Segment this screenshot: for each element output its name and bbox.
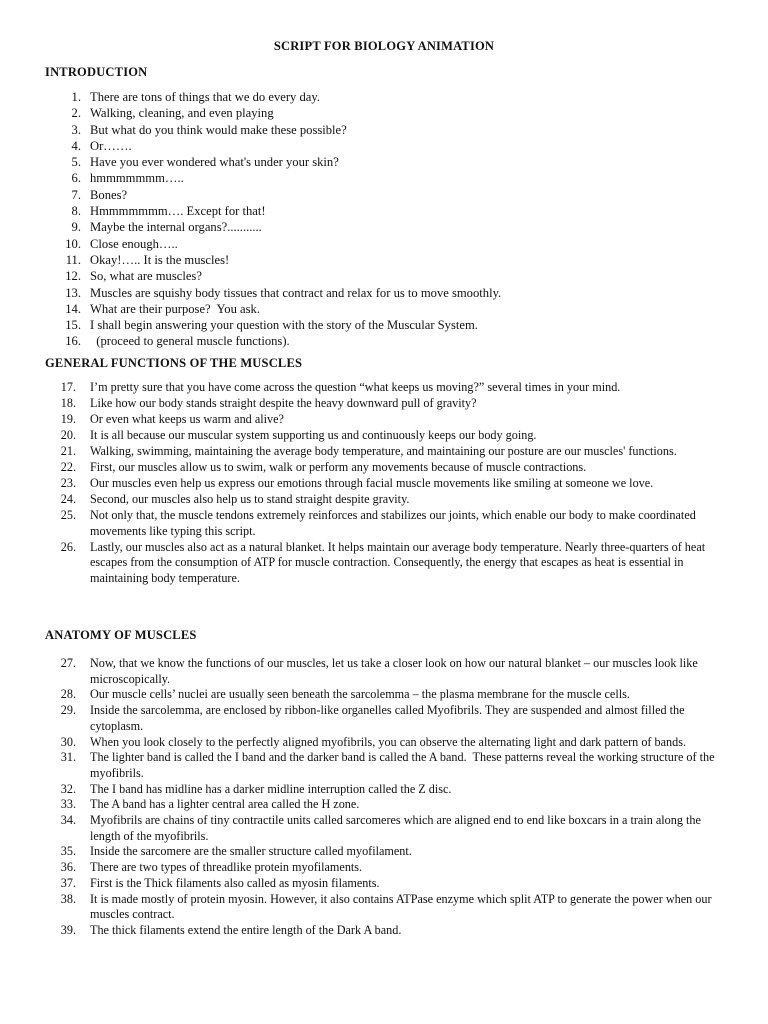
list-item (45, 923, 725, 939)
item-number: 7. (71, 187, 81, 202)
list-item (45, 219, 725, 235)
list-item (45, 782, 725, 798)
list-item (45, 138, 725, 154)
list-item (45, 203, 725, 219)
item-text: I’m pretty sure that you have come across the question “what keeps us moving?” several times in your mind. (90, 380, 621, 394)
item-text: (proceed to general muscle functions). (90, 334, 290, 349)
item-number: 28. (60, 687, 76, 702)
item-text: The A band has a lighter central area called the H zone. (90, 797, 360, 812)
item-text: Second, our muscles also help us to stand straight despite gravity. (90, 492, 410, 506)
item-text: Myofibrils are chains of tiny contractile units called sarcomeres which are aligned end to end like boxcars in a train along the length of the myofibrils. (90, 813, 704, 843)
list-item (45, 252, 725, 268)
item-text: First is the Thick filaments also called as myosin filaments. (90, 875, 380, 890)
item-text: Our muscle cells’ nuclei are usually seen beneath the sarcolemma – the plasma membrane for the muscle cells. (90, 687, 630, 702)
item-text: First, our muscles allow us to swim, walk or perform any movements because of muscle contractions. (90, 460, 587, 474)
item-text: hmmmmmmm….. (90, 171, 184, 186)
item-text: Inside the sarcomere are the smaller structure called myofilament. (90, 844, 412, 859)
item-text: Walking, cleaning, and even playing (90, 106, 274, 121)
item-number: 12. (65, 269, 81, 284)
item-number: 21. (60, 444, 76, 458)
section-heading-general-functions: GENERAL FUNCTIONS OF THE MUSCLES (45, 356, 303, 370)
list-item (45, 687, 725, 703)
list-anatomy (45, 656, 725, 939)
item-text: There are tons of things that we do every day. (90, 90, 320, 104)
item-text: Muscles are squishy body tissues that contract and relax for us to move smoothly. (90, 285, 502, 300)
list-item (45, 844, 725, 860)
item-number: 36. (60, 860, 76, 875)
item-number: 35. (60, 844, 76, 859)
list-item (45, 656, 725, 687)
item-text: Bones? (90, 187, 128, 202)
item-text: Inside the sarcolemma, are enclosed by ribbon-like organelles called Myofibrils. They are suspended and almost filled the cytoplasm. (90, 703, 688, 733)
item-number: 16. (65, 334, 81, 349)
list-item (45, 492, 725, 508)
list-item (45, 285, 725, 301)
list-item (45, 170, 725, 186)
list-item (45, 317, 725, 333)
item-text: The lighter band is called the I band and the darker band is called the A band. These patterns reveal the working structure of the myofibrils. (90, 750, 718, 780)
item-number: 32. (60, 781, 76, 796)
list-item (45, 860, 725, 876)
item-number: 31. (60, 750, 76, 765)
list-item (45, 476, 725, 492)
list-item (45, 797, 725, 813)
item-text: So, what are muscles? (90, 269, 202, 284)
item-number: 2. (71, 106, 81, 121)
item-number: 30. (60, 734, 76, 749)
list-item (45, 380, 725, 396)
item-number: 6. (71, 171, 81, 186)
list-item (45, 187, 725, 203)
list-item (45, 703, 725, 734)
list-item (45, 892, 725, 923)
list-general-functions (45, 380, 725, 587)
item-number: 11. (65, 252, 81, 267)
list-item (45, 428, 725, 444)
item-number: 23. (60, 476, 76, 490)
item-text: Now, that we know the functions of our muscles, let us take a closer look on how our natural blanket – our muscles look like microscopically. (90, 656, 701, 686)
list-item (45, 735, 725, 751)
item-number: 13. (65, 285, 81, 300)
item-number: 24. (60, 492, 76, 506)
item-number: 38. (60, 891, 76, 906)
list-item (45, 460, 725, 476)
item-text: Or……. (90, 138, 132, 153)
list-item (45, 508, 725, 539)
item-text: Not only that, the muscle tendons extremely reinforces and stabilizes our joints, which enable our body to make coordinated movements like typing this script. (90, 508, 699, 538)
item-number: 22. (60, 460, 76, 474)
item-text: Close enough….. (90, 236, 178, 251)
item-number: 10. (65, 236, 81, 251)
item-number: 4. (71, 138, 81, 153)
list-item (45, 750, 725, 781)
item-number: 33. (60, 797, 76, 812)
item-text: Walking, swimming, maintaining the average body temperature, and maintaining our posture are our muscles' functions. (90, 444, 677, 458)
list-item (45, 412, 725, 428)
item-text: Lastly, our muscles also act as a natural blanket. It helps maintain our average body temperature. Nearly three-quarters of heat escapes from the consumption of ATP for muscle contraction. Consequently, the energy that escapes as heat is essential in maintaining body temperature. (90, 539, 709, 586)
item-number: 20. (60, 428, 76, 442)
item-text: What are their purpose? You ask. (90, 301, 260, 316)
list-introduction (45, 89, 725, 350)
list-item (45, 876, 725, 892)
item-text: It is all because our muscular system supporting us and continuously keeps our body going. (90, 428, 537, 442)
item-text: When you look closely to the perfectly aligned myofibrils, you can observe the alternating light and dark pattern of bands. (90, 734, 686, 749)
item-text: Hmmmmmmm…. Except for that! (90, 204, 266, 219)
page-title: SCRIPT FOR BIOLOGY ANIMATION (273, 39, 495, 53)
item-text: Like how our body stands straight despite the heavy downward pull of gravity? (90, 396, 477, 410)
item-number: 26. (60, 539, 76, 554)
list-item (45, 444, 725, 460)
item-number: 39. (60, 922, 76, 937)
list-item (45, 540, 725, 587)
item-text: Maybe the internal organs?........... (90, 220, 262, 235)
item-text: But what do you think would make these possible? (90, 122, 347, 137)
item-text: The I band has midline has a darker midline interruption called the Z disc. (90, 781, 452, 796)
item-number: 8. (71, 204, 81, 219)
list-item (45, 89, 725, 105)
item-text: Okay!….. It is the muscles! (90, 252, 230, 267)
item-text: Or even what keeps us warm and alive? (90, 412, 284, 426)
item-number: 14. (65, 301, 81, 316)
list-item (45, 813, 725, 844)
item-text: It is made mostly of protein myosin. However, it also contains ATPase enzyme which split ATP to generate the power when our muscles contract. (90, 891, 715, 922)
item-text: There are two types of threadlike protein myofilaments. (90, 860, 363, 875)
item-text: Our muscles even help us express our emotions through facial muscle movements like smiling at someone we love. (90, 476, 654, 490)
list-item (45, 236, 725, 252)
item-number: 15. (65, 318, 81, 333)
list-item (45, 122, 725, 138)
list-item (45, 154, 725, 170)
list-item (45, 105, 725, 121)
section-heading-anatomy: ANATOMY OF MUSCLES (45, 628, 197, 642)
item-number: 1. (71, 90, 81, 104)
section-heading-introduction: INTRODUCTION (45, 65, 148, 79)
item-number: 17. (60, 380, 76, 394)
item-number: 18. (60, 396, 76, 410)
list-item (45, 268, 725, 284)
item-number: 27. (60, 656, 76, 670)
item-number: 5. (71, 155, 81, 170)
list-item (45, 396, 725, 412)
item-text: Have you ever wondered what's under your skin? (90, 155, 339, 170)
item-text: I shall begin answering your question with the story of the Muscular System. (90, 318, 478, 333)
item-number: 19. (60, 412, 76, 426)
item-number: 9. (71, 220, 81, 235)
list-item (45, 301, 725, 317)
item-number: 3. (71, 122, 81, 137)
list-item (45, 333, 725, 349)
item-text: The thick filaments extend the entire length of the Dark A band. (90, 922, 402, 937)
item-number: 37. (60, 875, 76, 890)
item-number: 25. (60, 508, 76, 522)
item-number: 29. (60, 703, 76, 718)
item-number: 34. (60, 813, 76, 828)
